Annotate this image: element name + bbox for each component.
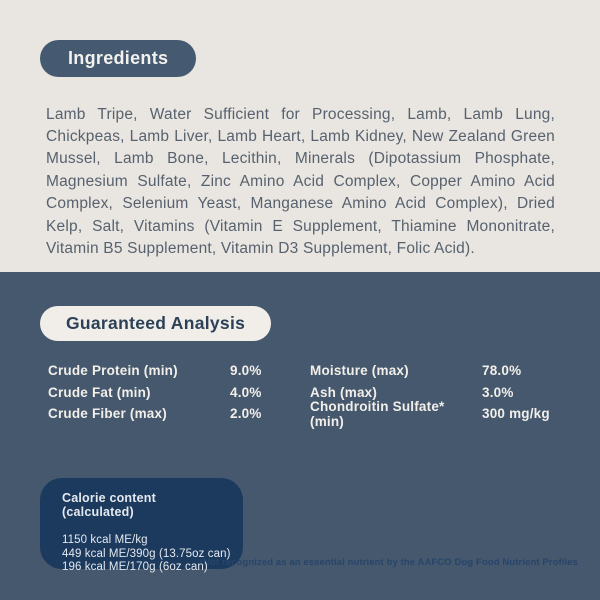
nutrient-value: 300 mg/kg [482, 406, 550, 422]
calorie-content-box [40, 478, 243, 573]
calorie-line: 449 kcal ME/390g (13.75oz can) [62, 547, 231, 560]
nutrient-value: 4.0% [230, 384, 262, 400]
calorie-content-title: Calorie content (calculated) [62, 491, 156, 519]
nutrient-value: 78.0% [482, 363, 522, 379]
aafco-footnote: *Not recognized as an essential nutrient by the AAFCO Dog Food Nutrient Profiles [199, 557, 578, 568]
nutrient-label: Crude Fat (min) [48, 384, 151, 400]
ingredients-heading: Ingredients [40, 40, 196, 77]
ingredients-list: Lamb Tripe, Water Sufficient for Processing, Lamb, Lamb Lung, Chickpeas, Lamb Liver, Lamb Heart, Lamb Kidney, New Zealand Green Mussel, Lamb Bone, Lecithin, Minerals (Dipotassium Phosphate, Magnesium Sulfate, Zinc Amino Acid Complex, Copper Amino Acid Complex, Selenium Yeast, Manganese Amino Acid Complex), Dried Kelp, Salt, Vitamins (Vitamin E Supplement, Thiamine Mononitrate, Vitamin B5 Supplement, Vitamin D3 Supplement, Folic Acid). [46, 105, 555, 257]
calorie-content-lines [62, 534, 231, 575]
nutrient-value: 9.0% [230, 363, 262, 379]
calorie-line: 196 kcal ME/170g (6oz can) [62, 561, 208, 573]
nutrient-label: Crude Protein (min) [48, 363, 178, 379]
nutrient-label: Moisture (max) [310, 363, 409, 379]
nutrient-label: Crude Fiber (max) [48, 406, 167, 422]
guaranteed-analysis-section [0, 272, 600, 600]
nutrient-value: 3.0% [482, 384, 514, 400]
calorie-line: 1150 kcal ME/kg [62, 534, 148, 546]
nutrient-label: Ash (max) [310, 384, 378, 400]
guaranteed-analysis-table [48, 360, 578, 429]
nutrient-label: Chondroitin Sulfate* (min) [310, 398, 445, 429]
ingredients-section [0, 0, 600, 272]
nutrient-value: 2.0% [230, 406, 262, 422]
guaranteed-analysis-heading: Guaranteed Analysis [40, 306, 271, 341]
